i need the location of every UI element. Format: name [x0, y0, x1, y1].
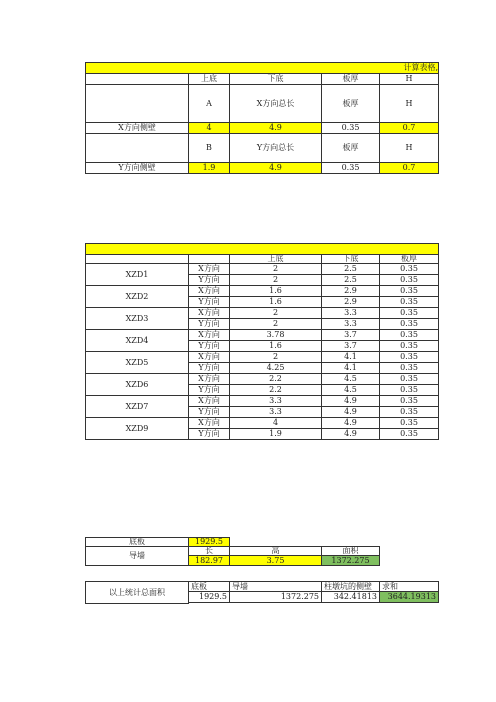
xzd-cell-bottom-base[interactable]: 2.9 — [321, 285, 380, 297]
xzd-cell-bottom-base[interactable]: 4.9 — [321, 395, 380, 407]
xzd-cell-dir: X方向 — [188, 373, 230, 385]
xzd-cell-bottom-base[interactable]: 4.1 — [321, 351, 380, 363]
xzd-group-name: XZD3 — [85, 307, 189, 330]
xzd-cell-top-base[interactable]: 1.9 — [229, 428, 322, 440]
xzd-cell-top-base[interactable]: 2 — [229, 351, 322, 363]
total-header-guide-wall: 导墙 — [229, 581, 322, 592]
total-header-sum: 求和 — [379, 581, 439, 592]
x-side-wall-thickness[interactable]: 0.35 — [321, 122, 380, 134]
calc-note: 计算表格, — [403, 63, 438, 72]
xzd-cell-dir: X方向 — [188, 263, 230, 275]
xzd-cell-bottom-base[interactable]: 4.5 — [321, 373, 380, 385]
total-header-bottom-plate: 底板 — [188, 581, 230, 592]
t1-header-top-base: 上底 — [188, 73, 230, 85]
guide-wall-area[interactable]: 1372.275 — [321, 555, 380, 566]
x-side-wall-bottom-base[interactable]: 4.9 — [229, 122, 322, 134]
t1-row-a-x-length: X方向总长 — [229, 84, 322, 123]
x-side-wall-label: X方向侧壁 — [85, 122, 189, 134]
xzd-cell-thickness[interactable]: 0.35 — [379, 263, 439, 275]
t2-header-thickness: 板厚 — [379, 254, 439, 264]
t1-row-a-thickness: 板厚 — [321, 84, 380, 123]
t1-header-bottom-base: 下底 — [229, 73, 322, 85]
xzd-cell-top-base[interactable]: 3.3 — [229, 406, 322, 418]
xzd-cell-thickness[interactable]: 0.35 — [379, 307, 439, 319]
y-side-wall-thickness[interactable]: 0.35 — [321, 162, 380, 174]
guide-wall-header-area: 面积 — [321, 546, 380, 556]
xzd-group-name: XZD6 — [85, 373, 189, 396]
total-header-pit-side-wall: 柱墩坑的侧壁 — [321, 581, 380, 592]
t1-header-h: H — [379, 73, 439, 85]
xzd-cell-top-base[interactable]: 2.2 — [229, 373, 322, 385]
t2-header-bottom-base: 下底 — [321, 254, 380, 264]
xzd-cell-thickness[interactable]: 0.35 — [379, 285, 439, 297]
total-pit-side-wall-value[interactable]: 342.41813 — [321, 591, 380, 603]
guide-wall-header-length: 长 — [188, 546, 230, 556]
y-side-wall-bottom-base[interactable]: 4.9 — [229, 162, 322, 174]
xzd-cell-top-base[interactable]: 1.6 — [229, 285, 322, 297]
x-side-wall-top-base[interactable]: 4 — [188, 122, 230, 134]
xzd-cell-bottom-base[interactable]: 3.7 — [321, 329, 380, 341]
bottom-plate-value[interactable]: 1929.5 — [188, 537, 230, 547]
xzd-cell-bottom-base[interactable]: 4.1 — [321, 362, 380, 374]
guide-wall-height[interactable]: 3.75 — [229, 555, 322, 566]
xzd-cell-thickness[interactable]: 0.35 — [379, 351, 439, 363]
xzd-cell-top-base[interactable]: 1.6 — [229, 340, 322, 352]
xzd-cell-top-base[interactable]: 2 — [229, 274, 322, 286]
guide-wall-length[interactable]: 182.97 — [188, 555, 230, 566]
xzd-cell-thickness[interactable]: 0.35 — [379, 373, 439, 385]
xzd-group-name: XZD7 — [85, 395, 189, 418]
xzd-cell-top-base[interactable]: 4.25 — [229, 362, 322, 374]
xzd-cell-top-base[interactable]: 4 — [229, 417, 322, 429]
t1-row-b-label: B — [188, 133, 230, 163]
t1-row-a-h: H — [379, 84, 439, 123]
xzd-cell-bottom-base[interactable]: 4.5 — [321, 384, 380, 396]
xzd-cell-dir: Y方向 — [188, 384, 230, 396]
xzd-cell-top-base[interactable]: 1.6 — [229, 296, 322, 308]
xzd-cell-thickness[interactable]: 0.35 — [379, 296, 439, 308]
t1-row-b-thickness: 板厚 — [321, 133, 380, 163]
xzd-cell-top-base[interactable]: 2 — [229, 307, 322, 319]
xzd-cell-dir: X方向 — [188, 307, 230, 319]
total-sum-value[interactable]: 3644.19313 — [379, 591, 439, 603]
xzd-cell-dir: Y方向 — [188, 274, 230, 286]
xzd-cell-thickness[interactable]: 0.35 — [379, 384, 439, 396]
xzd-cell-bottom-base[interactable]: 2.5 — [321, 274, 380, 286]
xzd-group-name: XZD2 — [85, 285, 189, 308]
xzd-cell-dir: X方向 — [188, 285, 230, 297]
xzd-group-name: XZD5 — [85, 351, 189, 374]
xzd-cell-thickness[interactable]: 0.35 — [379, 428, 439, 440]
t1-row-a-label: A — [188, 84, 230, 123]
y-side-wall-top-base[interactable]: 1.9 — [188, 162, 230, 174]
xzd-cell-bottom-base[interactable]: 4.9 — [321, 428, 380, 440]
t2-header-top-base: 上底 — [229, 254, 322, 264]
xzd-cell-thickness[interactable]: 0.35 — [379, 362, 439, 374]
xzd-cell-dir: Y方向 — [188, 406, 230, 418]
xzd-cell-thickness[interactable]: 0.35 — [379, 274, 439, 286]
y-side-wall-label: Y方向侧壁 — [85, 162, 189, 174]
guide-wall-header-height: 高 — [229, 546, 322, 556]
xzd-group-name: XZD9 — [85, 417, 189, 440]
xzd-cell-thickness[interactable]: 0.35 — [379, 406, 439, 418]
t1-row-a-blank — [85, 84, 189, 123]
t1-row-b-blank — [85, 133, 189, 163]
xzd-cell-bottom-base[interactable]: 3.3 — [321, 307, 380, 319]
xzd-cell-bottom-base[interactable]: 4.9 — [321, 406, 380, 418]
t1-row-b-y-length: Y方向总长 — [229, 133, 322, 163]
guide-wall-label: 导墙 — [85, 546, 189, 566]
xzd-cell-dir: X方向 — [188, 351, 230, 363]
t1-row-b-h: H — [379, 133, 439, 163]
xzd-cell-top-base[interactable]: 3.78 — [229, 329, 322, 341]
xzd-cell-bottom-base[interactable]: 2.5 — [321, 263, 380, 275]
xzd-group-name: XZD1 — [85, 263, 189, 286]
total-area-label: 以上统计总面积 — [85, 581, 189, 604]
xzd-cell-dir: X方向 — [188, 395, 230, 407]
xzd-cell-thickness[interactable]: 0.35 — [379, 417, 439, 429]
t1-header-thickness: 板厚 — [321, 73, 380, 85]
total-bottom-plate-value[interactable]: 1929.5 — [188, 591, 230, 603]
xzd-cell-dir: Y方向 — [188, 340, 230, 352]
xzd-cell-dir: Y方向 — [188, 296, 230, 308]
xzd-cell-bottom-base[interactable]: 3.3 — [321, 318, 380, 330]
x-side-wall-h[interactable]: 0.7 — [379, 122, 439, 134]
xzd-cell-dir: Y方向 — [188, 318, 230, 330]
xzd-cell-dir: Y方向 — [188, 362, 230, 374]
y-side-wall-h[interactable]: 0.7 — [379, 162, 439, 174]
xzd-cell-thickness[interactable]: 0.35 — [379, 318, 439, 330]
xzd-cell-dir: X方向 — [188, 329, 230, 341]
xzd-cell-thickness[interactable]: 0.35 — [379, 395, 439, 407]
xzd-cell-top-base[interactable]: 2.2 — [229, 384, 322, 396]
xzd-cell-bottom-base[interactable]: 2.9 — [321, 296, 380, 308]
xzd-cell-top-base[interactable]: 2 — [229, 318, 322, 330]
xzd-cell-thickness[interactable]: 0.35 — [379, 329, 439, 341]
xzd-cell-thickness[interactable]: 0.35 — [379, 340, 439, 352]
xzd-cell-bottom-base[interactable]: 3.7 — [321, 340, 380, 352]
total-guide-wall-value[interactable]: 1372.275 — [229, 591, 322, 603]
xzd-group-name: XZD4 — [85, 329, 189, 352]
xzd-cell-dir: Y方向 — [188, 428, 230, 440]
xzd-cell-dir: X方向 — [188, 417, 230, 429]
xzd-cell-top-base[interactable]: 2 — [229, 263, 322, 275]
xzd-cell-bottom-base[interactable]: 4.9 — [321, 417, 380, 429]
xzd-cell-top-base[interactable]: 3.3 — [229, 395, 322, 407]
bottom-plate-label: 底板 — [85, 537, 189, 547]
